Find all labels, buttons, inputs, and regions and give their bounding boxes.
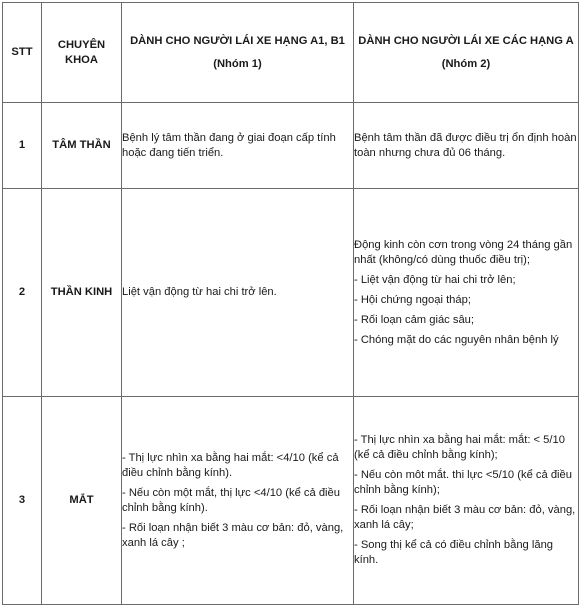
table-row — [3, 189, 579, 397]
row-specialty: MẮT — [42, 397, 122, 605]
row-group2-cell — [354, 189, 579, 397]
criterion-text: - Rối loạn cảm giác sâu; — [354, 313, 475, 326]
header-stt: STT — [3, 3, 42, 103]
header-group1 — [122, 3, 354, 103]
row-stt: 2 — [3, 189, 42, 397]
header-group2 — [354, 3, 579, 103]
criterion-text: Liệt vận động từ hai chi trở lên. — [122, 286, 277, 298]
row-specialty: THẦN KINH — [42, 189, 122, 397]
criterion-text: Bệnh tâm thần đã được điều trị ổn định hoàn toàn nhưng chưa đủ 06 tháng. — [354, 131, 577, 159]
header-specialty-line2: KHOA — [65, 53, 98, 66]
criterion-text: - Nếu còn một mắt, thị lực <4/10 (kể cả điều chỉnh bằng kính). — [122, 486, 340, 514]
row-specialty: TÂM THẦN — [42, 103, 122, 189]
criterion-text: Bệnh lý tâm thần đang ở giai đoạn cấp tính hoặc đang tiến triển. — [122, 131, 336, 159]
row-group1-cell — [122, 103, 354, 189]
table-header-row — [3, 3, 579, 103]
header-specialty — [42, 3, 122, 103]
table-row — [3, 397, 579, 605]
health-standards-table — [2, 2, 579, 605]
criterion-text: - Thị lực nhìn xa bằng hai mắt: <4/10 (kể cả điều chỉnh bằng kính). — [122, 451, 339, 479]
criterion-text: - Nếu còn môt mắt. thi lực <5/10 (kể cả điều chỉnh bằng kính); — [354, 469, 572, 496]
row-group1-cell — [122, 189, 354, 397]
row-stt: 1 — [3, 103, 42, 189]
criterion-text: - Liệt vận động từ hai chi trở lên; — [354, 273, 516, 286]
header-group2-title: DÀNH CHO NGƯỜI LÁI XE CÁC HẠNG A — [358, 34, 574, 47]
row-group1-cell — [122, 397, 354, 605]
criterion-text: - Song thị kể cả có điều chỉnh bằng lăng kính. — [354, 539, 554, 566]
criterion-text: - Rối loạn nhận biết 3 màu cơ bản: đỏ, vàng, xanh lá cây; — [354, 504, 576, 531]
row-group2-cell — [354, 103, 579, 189]
criterion-text: - Rối loạn nhận biết 3 màu cơ bản: đỏ, vàng, xanh lá cây ; — [122, 521, 344, 549]
criterion-text: Động kinh còn cơn trong vòng 24 tháng gần nhất (không/có dùng thuốc điều trị); — [354, 238, 573, 266]
header-specialty-line1: CHUYÊN — [57, 38, 106, 51]
criterion-text: - Thị lực nhìn xa bằng hai mắt: mắt: < 5/10 (kể cả điều chỉnh bằng kính); — [354, 434, 565, 461]
header-group1-sub: (Nhóm 1) — [213, 57, 262, 70]
row-stt: 3 — [3, 397, 42, 605]
criterion-text: - Chóng mặt do các nguyên nhân bệnh lý — [354, 333, 559, 346]
criterion-text: - Hội chứng ngoại tháp; — [354, 293, 471, 306]
row-group2-cell — [354, 397, 579, 605]
table-row — [3, 103, 579, 189]
header-group1-title: DÀNH CHO NGƯỜI LÁI XE HẠNG A1, B1 — [130, 34, 345, 47]
header-group2-sub: (Nhóm 2) — [441, 57, 491, 70]
